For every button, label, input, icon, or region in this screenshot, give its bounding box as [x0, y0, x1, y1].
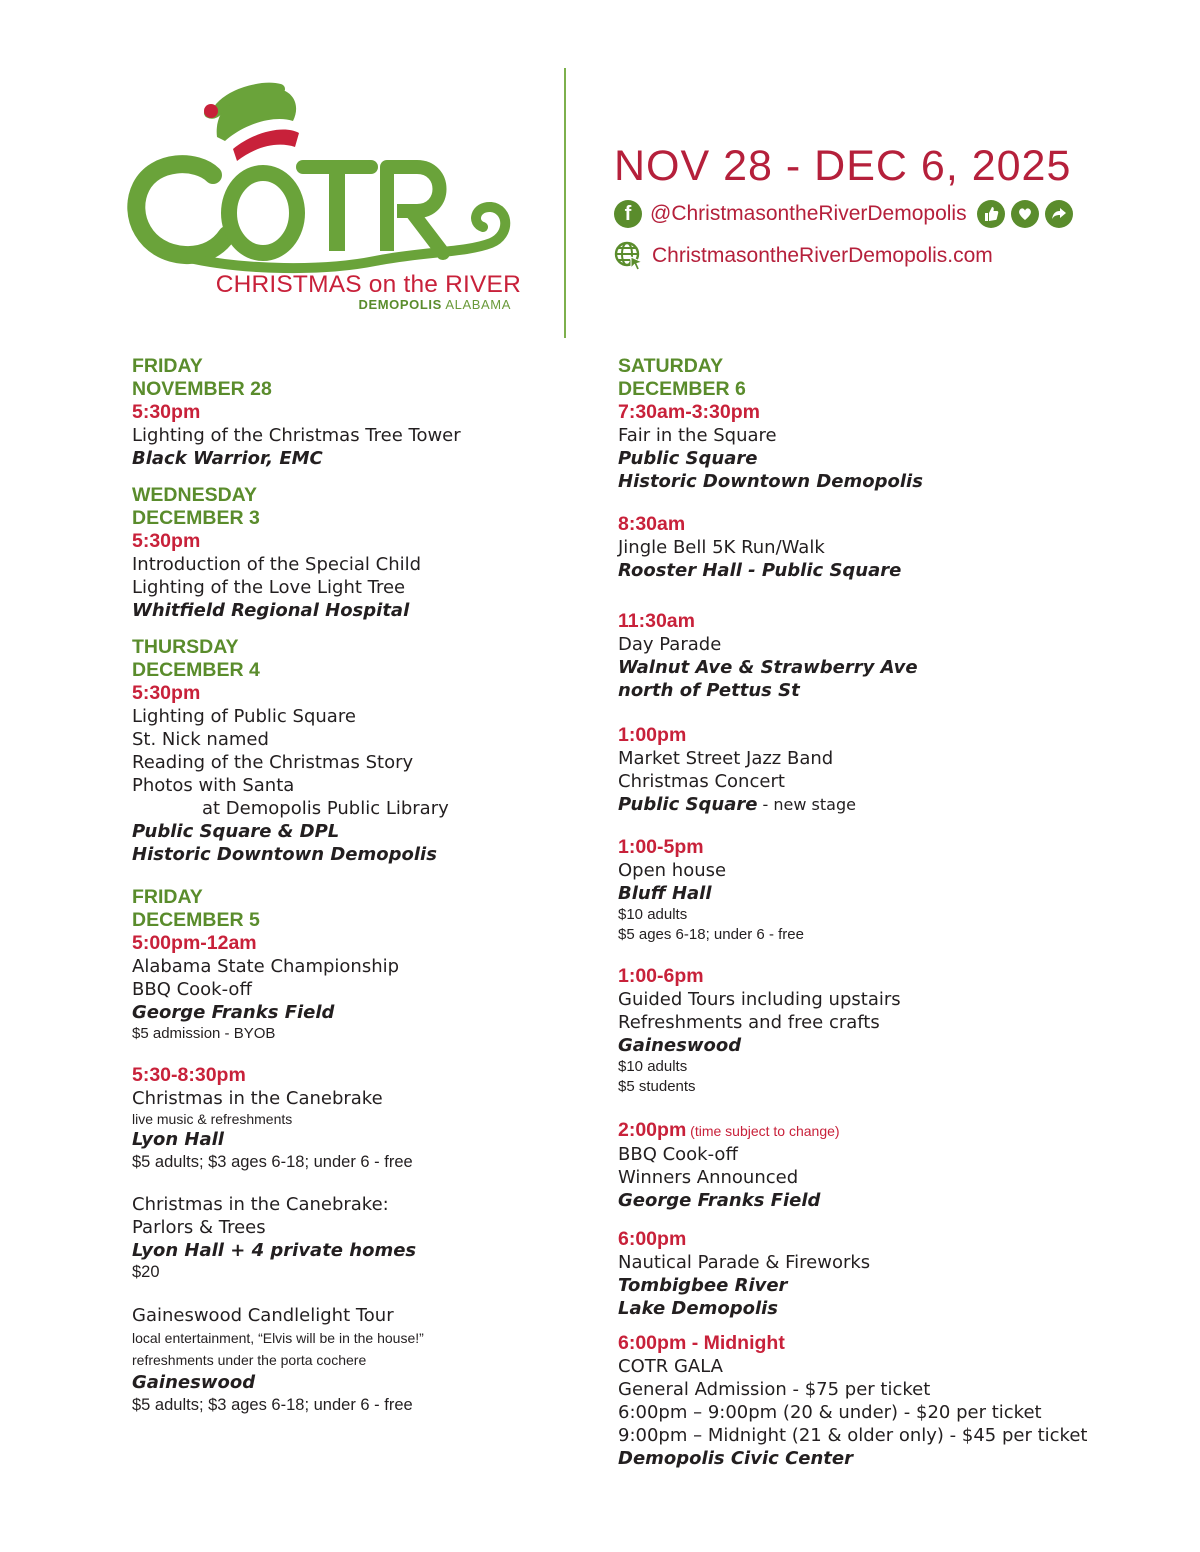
event-description: St. Nick named — [132, 729, 269, 750]
event-location: Rooster Hall - Public Square — [618, 560, 902, 581]
event-time: 1:00pm — [618, 724, 687, 746]
event-location: Lake Demopolis — [618, 1298, 778, 1319]
event-note: $5 admission - BYOB — [132, 1025, 276, 1042]
logo-title: CHRISTMAS on the RIVER — [215, 271, 521, 298]
event-location: Historic Downtown Demopolis — [618, 471, 923, 492]
event-time — [618, 1119, 1178, 1143]
event-date: DECEMBER 6 — [618, 378, 746, 400]
event-description: COTR GALA — [618, 1356, 723, 1377]
event-location: Whitfield Regional Hospital — [132, 600, 410, 621]
event-dates: NOV 28 - DEC 6, 2025 — [614, 142, 1072, 190]
heart-icon[interactable] — [1011, 200, 1039, 228]
header-divider — [564, 68, 566, 338]
event-location-name: Public Square — [618, 794, 758, 815]
schedule-left-column — [132, 355, 562, 1430]
event-location: Black Warrior, EMC — [132, 448, 323, 469]
event-time: 1:00-6pm — [618, 965, 704, 987]
event-description: Nautical Parade & Fireworks — [618, 1252, 871, 1273]
event-time-note: (time subject to change) — [686, 1123, 840, 1139]
event-location: Demopolis Civic Center — [618, 1448, 853, 1469]
event-description: General Admission - $75 per ticket — [618, 1379, 931, 1400]
event-description: Christmas Concert — [618, 771, 785, 792]
website-row — [614, 240, 993, 272]
event-gaineswood-candlelight-tour — [132, 1304, 562, 1416]
event-location: Public Square & DPL — [132, 821, 340, 842]
logo-subtitle-city: DEMOPOLIS — [358, 297, 442, 312]
event-description: Fair in the Square — [618, 425, 777, 446]
event-nautical-parade-fireworks — [618, 1228, 1178, 1320]
event-description: Parlors & Trees — [132, 1217, 266, 1238]
share-arrow-icon[interactable] — [1045, 200, 1073, 228]
event-location: Gaineswood — [618, 1035, 742, 1056]
schedule-right-column — [618, 355, 1178, 1484]
event-location: Gaineswood — [132, 1372, 256, 1393]
event-fair-in-the-square — [618, 355, 1178, 493]
event-lighting-public-square — [132, 636, 562, 866]
cotr-logo — [125, 75, 520, 320]
event-bbq-championship — [132, 886, 562, 1044]
event-note: $5 adults; $3 ages 6-18; under 6 - free — [132, 1153, 413, 1171]
event-time: 5:30pm — [132, 530, 201, 552]
event-description: Guided Tours including upstairs — [618, 989, 901, 1010]
event-note: $5 students — [618, 1078, 696, 1095]
event-gaineswood-guided-tours — [618, 965, 1178, 1097]
event-time-value: 2:00pm — [618, 1119, 687, 1141]
event-location: Bluff Hall — [618, 883, 712, 904]
facebook-row — [614, 198, 1073, 230]
event-day: FRIDAY — [132, 886, 203, 908]
event-special-child-love-light-tree — [132, 484, 562, 622]
event-description: Introduction of the Special Child — [132, 554, 422, 575]
event-description: 6:00pm – 9:00pm (20 & under) - $20 per ticket — [618, 1402, 1042, 1423]
event-day: THURSDAY — [132, 636, 239, 658]
event-time: 5:30-8:30pm — [132, 1064, 246, 1086]
event-date: NOVEMBER 28 — [132, 378, 272, 400]
event-time: 8:30am — [618, 513, 686, 535]
event-note: refreshments under the porta cochere — [132, 1352, 367, 1368]
facebook-handle-link[interactable]: @ChristmasontheRiverDemopolis — [650, 202, 967, 225]
event-location — [618, 793, 1178, 816]
event-description: Refreshments and free crafts — [618, 1012, 880, 1033]
event-time: 5:30pm — [132, 401, 201, 423]
globe-cursor-icon — [614, 241, 644, 271]
event-description: Lighting of the Christmas Tree Tower — [132, 425, 461, 446]
logo-subtitle — [201, 297, 511, 312]
event-location: Lyon Hall + 4 private homes — [132, 1240, 417, 1261]
cotr-logo-graphic — [125, 75, 520, 275]
event-description: BBQ Cook-off — [132, 979, 252, 1000]
event-description: Alabama State Championship — [132, 956, 400, 977]
event-description: Gaineswood Candlelight Tour — [132, 1305, 394, 1326]
event-description: Christmas in the Canebrake — [132, 1088, 383, 1109]
event-location: Historic Downtown Demopolis — [132, 844, 437, 865]
event-time: 5:30pm — [132, 682, 201, 704]
event-day: FRIDAY — [132, 355, 203, 377]
event-note: live music & refreshments — [132, 1111, 293, 1127]
event-location: north of Pettus St — [618, 680, 800, 701]
event-time: 5:00pm-12am — [132, 932, 257, 954]
event-lighting-christmas-tree-tower — [132, 355, 562, 470]
event-note: $20 — [132, 1263, 160, 1281]
event-parlors-and-trees — [132, 1193, 562, 1282]
event-day: SATURDAY — [618, 355, 724, 377]
event-date: DECEMBER 5 — [132, 909, 260, 931]
event-time: 6:00pm — [618, 1228, 687, 1250]
event-note: $5 ages 6-18; under 6 - free — [618, 926, 804, 943]
event-jingle-bell-5k — [618, 513, 1178, 582]
event-location: Public Square — [618, 448, 758, 469]
event-day: WEDNESDAY — [132, 484, 257, 506]
event-description: Market Street Jazz Band — [618, 748, 834, 769]
thumbs-up-icon[interactable] — [977, 200, 1005, 228]
event-description: Lighting of Public Square — [132, 706, 356, 727]
event-date: DECEMBER 3 — [132, 507, 260, 529]
event-description: Day Parade — [618, 634, 722, 655]
event-time: 7:30am-3:30pm — [618, 401, 760, 423]
event-day-parade — [618, 610, 1178, 702]
event-description: at Demopolis Public Library — [202, 798, 449, 819]
facebook-icon[interactable]: f — [614, 200, 642, 228]
event-cotr-gala — [618, 1332, 1178, 1470]
event-description: Reading of the Christmas Story — [132, 752, 414, 773]
event-description: Christmas in the Canebrake: — [132, 1194, 389, 1215]
event-bluff-hall-open-house — [618, 836, 1178, 945]
event-location: Lyon Hall — [132, 1129, 224, 1150]
event-jazz-band-concert — [618, 724, 1178, 816]
event-description: BBQ Cook-off — [618, 1144, 738, 1165]
event-note: $10 adults — [618, 1058, 688, 1075]
event-description: Lighting of the Love Light Tree — [132, 577, 406, 598]
event-description: 9:00pm – Midnight (21 & older only) - $45 per ticket — [618, 1425, 1088, 1446]
event-location: George Franks Field — [618, 1190, 821, 1211]
event-bbq-winners-announced — [618, 1119, 1178, 1212]
event-time: 6:00pm - Midnight — [618, 1332, 785, 1354]
logo-subtitle-state: ALABAMA — [441, 297, 511, 312]
event-christmas-in-the-canebrake — [132, 1064, 562, 1173]
event-description: Winners Announced — [618, 1167, 799, 1188]
event-location-extra: - new stage — [757, 795, 856, 814]
event-time: 11:30am — [618, 610, 695, 632]
event-location: Walnut Ave & Strawberry Ave — [618, 657, 918, 678]
event-note: $5 adults; $3 ages 6-18; under 6 - free — [132, 1396, 413, 1414]
event-location: Tombigbee River — [618, 1275, 788, 1296]
event-note: local entertainment, “Elvis will be in the house!” — [132, 1330, 424, 1346]
event-time: 1:00-5pm — [618, 836, 704, 858]
event-date: DECEMBER 4 — [132, 659, 260, 681]
event-note: $10 adults — [618, 906, 688, 923]
website-link[interactable]: ChristmasontheRiverDemopolis.com — [652, 244, 993, 267]
event-description: Open house — [618, 860, 727, 881]
event-description: Photos with Santa — [132, 775, 295, 796]
event-location: George Franks Field — [132, 1002, 335, 1023]
event-description: Jingle Bell 5K Run/Walk — [618, 537, 825, 558]
